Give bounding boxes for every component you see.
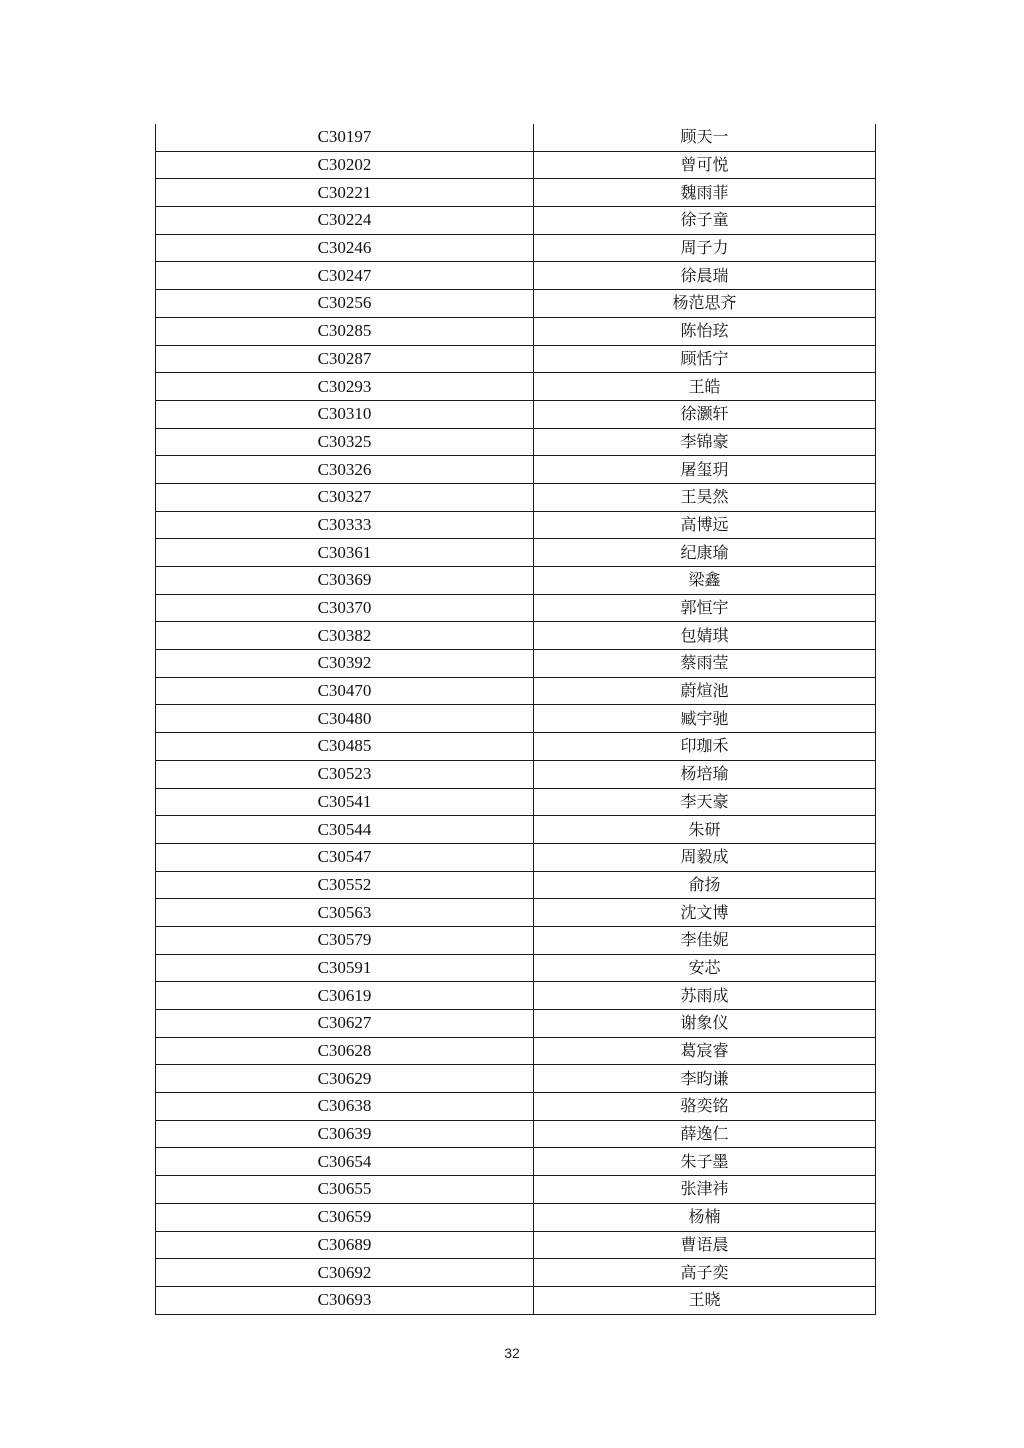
student-name-cell: 李昀谦 bbox=[534, 1065, 876, 1093]
student-name-cell: 高博远 bbox=[534, 511, 876, 539]
student-name-cell: 张津祎 bbox=[534, 1176, 876, 1204]
student-name-cell: 王昊然 bbox=[534, 483, 876, 511]
student-id-cell: C30552 bbox=[156, 871, 534, 899]
table-row bbox=[156, 179, 876, 207]
student-name-cell: 印珈禾 bbox=[534, 733, 876, 761]
student-id-cell: C30692 bbox=[156, 1259, 534, 1287]
student-id-cell: C30628 bbox=[156, 1037, 534, 1065]
student-id-cell: C30293 bbox=[156, 373, 534, 401]
table-row bbox=[156, 705, 876, 733]
table-row bbox=[156, 567, 876, 595]
student-id-cell: C30202 bbox=[156, 151, 534, 179]
table-row bbox=[156, 733, 876, 761]
student-id-cell: C30627 bbox=[156, 1010, 534, 1038]
table-row bbox=[156, 290, 876, 318]
table-row bbox=[156, 899, 876, 927]
table-row bbox=[156, 400, 876, 428]
table-row bbox=[156, 1286, 876, 1314]
table-row bbox=[156, 456, 876, 484]
student-name-cell: 李佳妮 bbox=[534, 926, 876, 954]
student-id-cell: C30256 bbox=[156, 290, 534, 318]
roster-table-container bbox=[155, 124, 875, 1315]
student-name-cell: 魏雨菲 bbox=[534, 179, 876, 207]
student-name-cell: 苏雨成 bbox=[534, 982, 876, 1010]
student-name-cell: 曾可悦 bbox=[534, 151, 876, 179]
student-id-cell: C30563 bbox=[156, 899, 534, 927]
student-id-cell: C30197 bbox=[156, 124, 534, 151]
table-row bbox=[156, 345, 876, 373]
student-name-cell: 曹语晨 bbox=[534, 1231, 876, 1259]
student-name-cell: 谢象仪 bbox=[534, 1010, 876, 1038]
table-row bbox=[156, 1176, 876, 1204]
student-id-cell: C30591 bbox=[156, 954, 534, 982]
table-row bbox=[156, 262, 876, 290]
table-row bbox=[156, 511, 876, 539]
student-id-cell: C30547 bbox=[156, 843, 534, 871]
student-id-cell: C30287 bbox=[156, 345, 534, 373]
student-id-cell: C30326 bbox=[156, 456, 534, 484]
student-name-cell: 周子力 bbox=[534, 234, 876, 262]
table-row bbox=[156, 677, 876, 705]
student-id-cell: C30325 bbox=[156, 428, 534, 456]
table-row bbox=[156, 843, 876, 871]
table-row bbox=[156, 594, 876, 622]
table-row bbox=[156, 982, 876, 1010]
student-id-cell: C30544 bbox=[156, 816, 534, 844]
student-id-cell: C30310 bbox=[156, 400, 534, 428]
student-id-cell: C30655 bbox=[156, 1176, 534, 1204]
student-name-cell: 蔚煊池 bbox=[534, 677, 876, 705]
student-name-cell: 安芯 bbox=[534, 954, 876, 982]
table-row bbox=[156, 1148, 876, 1176]
table-row bbox=[156, 954, 876, 982]
student-name-cell: 包婧琪 bbox=[534, 622, 876, 650]
roster-table bbox=[155, 124, 876, 1315]
student-name-cell: 高子奕 bbox=[534, 1259, 876, 1287]
table-row bbox=[156, 317, 876, 345]
student-id-cell: C30224 bbox=[156, 207, 534, 235]
table-row bbox=[156, 1259, 876, 1287]
table-row bbox=[156, 1231, 876, 1259]
student-id-cell: C30221 bbox=[156, 179, 534, 207]
student-id-cell: C30485 bbox=[156, 733, 534, 761]
table-row bbox=[156, 622, 876, 650]
student-name-cell: 蔡雨莹 bbox=[534, 650, 876, 678]
table-row bbox=[156, 1065, 876, 1093]
student-id-cell: C30246 bbox=[156, 234, 534, 262]
table-row bbox=[156, 788, 876, 816]
table-row bbox=[156, 207, 876, 235]
student-id-cell: C30369 bbox=[156, 567, 534, 595]
student-name-cell: 梁鑫 bbox=[534, 567, 876, 595]
table-row bbox=[156, 1093, 876, 1121]
student-name-cell: 徐子童 bbox=[534, 207, 876, 235]
student-id-cell: C30629 bbox=[156, 1065, 534, 1093]
table-row bbox=[156, 1203, 876, 1231]
table-row bbox=[156, 1037, 876, 1065]
student-id-cell: C30361 bbox=[156, 539, 534, 567]
table-row bbox=[156, 373, 876, 401]
student-name-cell: 葛宸睿 bbox=[534, 1037, 876, 1065]
student-id-cell: C30541 bbox=[156, 788, 534, 816]
student-id-cell: C30470 bbox=[156, 677, 534, 705]
student-name-cell: 顾恬宁 bbox=[534, 345, 876, 373]
student-name-cell: 俞扬 bbox=[534, 871, 876, 899]
student-name-cell: 徐晨瑞 bbox=[534, 262, 876, 290]
student-name-cell: 陈怡玹 bbox=[534, 317, 876, 345]
table-row bbox=[156, 1120, 876, 1148]
student-id-cell: C30579 bbox=[156, 926, 534, 954]
student-id-cell: C30689 bbox=[156, 1231, 534, 1259]
student-id-cell: C30370 bbox=[156, 594, 534, 622]
student-name-cell: 王晓 bbox=[534, 1286, 876, 1314]
table-row bbox=[156, 428, 876, 456]
table-row bbox=[156, 124, 876, 151]
student-name-cell: 郭恒宇 bbox=[534, 594, 876, 622]
table-row bbox=[156, 926, 876, 954]
student-name-cell: 杨培瑜 bbox=[534, 760, 876, 788]
student-id-cell: C30333 bbox=[156, 511, 534, 539]
student-id-cell: C30480 bbox=[156, 705, 534, 733]
table-row bbox=[156, 483, 876, 511]
student-name-cell: 顾天一 bbox=[534, 124, 876, 151]
student-name-cell: 李天豪 bbox=[534, 788, 876, 816]
table-row bbox=[156, 816, 876, 844]
table-row bbox=[156, 871, 876, 899]
table-row bbox=[156, 151, 876, 179]
student-id-cell: C30327 bbox=[156, 483, 534, 511]
table-row bbox=[156, 234, 876, 262]
student-name-cell: 骆奕铭 bbox=[534, 1093, 876, 1121]
student-id-cell: C30654 bbox=[156, 1148, 534, 1176]
student-name-cell: 杨范思齐 bbox=[534, 290, 876, 318]
student-id-cell: C30638 bbox=[156, 1093, 534, 1121]
student-id-cell: C30285 bbox=[156, 317, 534, 345]
student-name-cell: 臧宇驰 bbox=[534, 705, 876, 733]
student-id-cell: C30639 bbox=[156, 1120, 534, 1148]
student-id-cell: C30523 bbox=[156, 760, 534, 788]
student-name-cell: 屠玺玥 bbox=[534, 456, 876, 484]
student-name-cell: 纪康瑜 bbox=[534, 539, 876, 567]
student-name-cell: 王皓 bbox=[534, 373, 876, 401]
student-id-cell: C30392 bbox=[156, 650, 534, 678]
student-name-cell: 徐灏轩 bbox=[534, 400, 876, 428]
student-name-cell: 朱子墨 bbox=[534, 1148, 876, 1176]
table-row bbox=[156, 1010, 876, 1038]
student-id-cell: C30619 bbox=[156, 982, 534, 1010]
student-name-cell: 李锦豪 bbox=[534, 428, 876, 456]
student-name-cell: 杨楠 bbox=[534, 1203, 876, 1231]
student-name-cell: 周毅成 bbox=[534, 843, 876, 871]
student-id-cell: C30659 bbox=[156, 1203, 534, 1231]
roster-table-body bbox=[156, 124, 876, 1314]
student-id-cell: C30693 bbox=[156, 1286, 534, 1314]
student-name-cell: 薛逸仁 bbox=[534, 1120, 876, 1148]
page-number: 32 bbox=[504, 1345, 520, 1361]
table-row bbox=[156, 650, 876, 678]
student-name-cell: 沈文博 bbox=[534, 899, 876, 927]
student-name-cell: 朱研 bbox=[534, 816, 876, 844]
student-id-cell: C30382 bbox=[156, 622, 534, 650]
table-row bbox=[156, 760, 876, 788]
table-row bbox=[156, 539, 876, 567]
student-id-cell: C30247 bbox=[156, 262, 534, 290]
